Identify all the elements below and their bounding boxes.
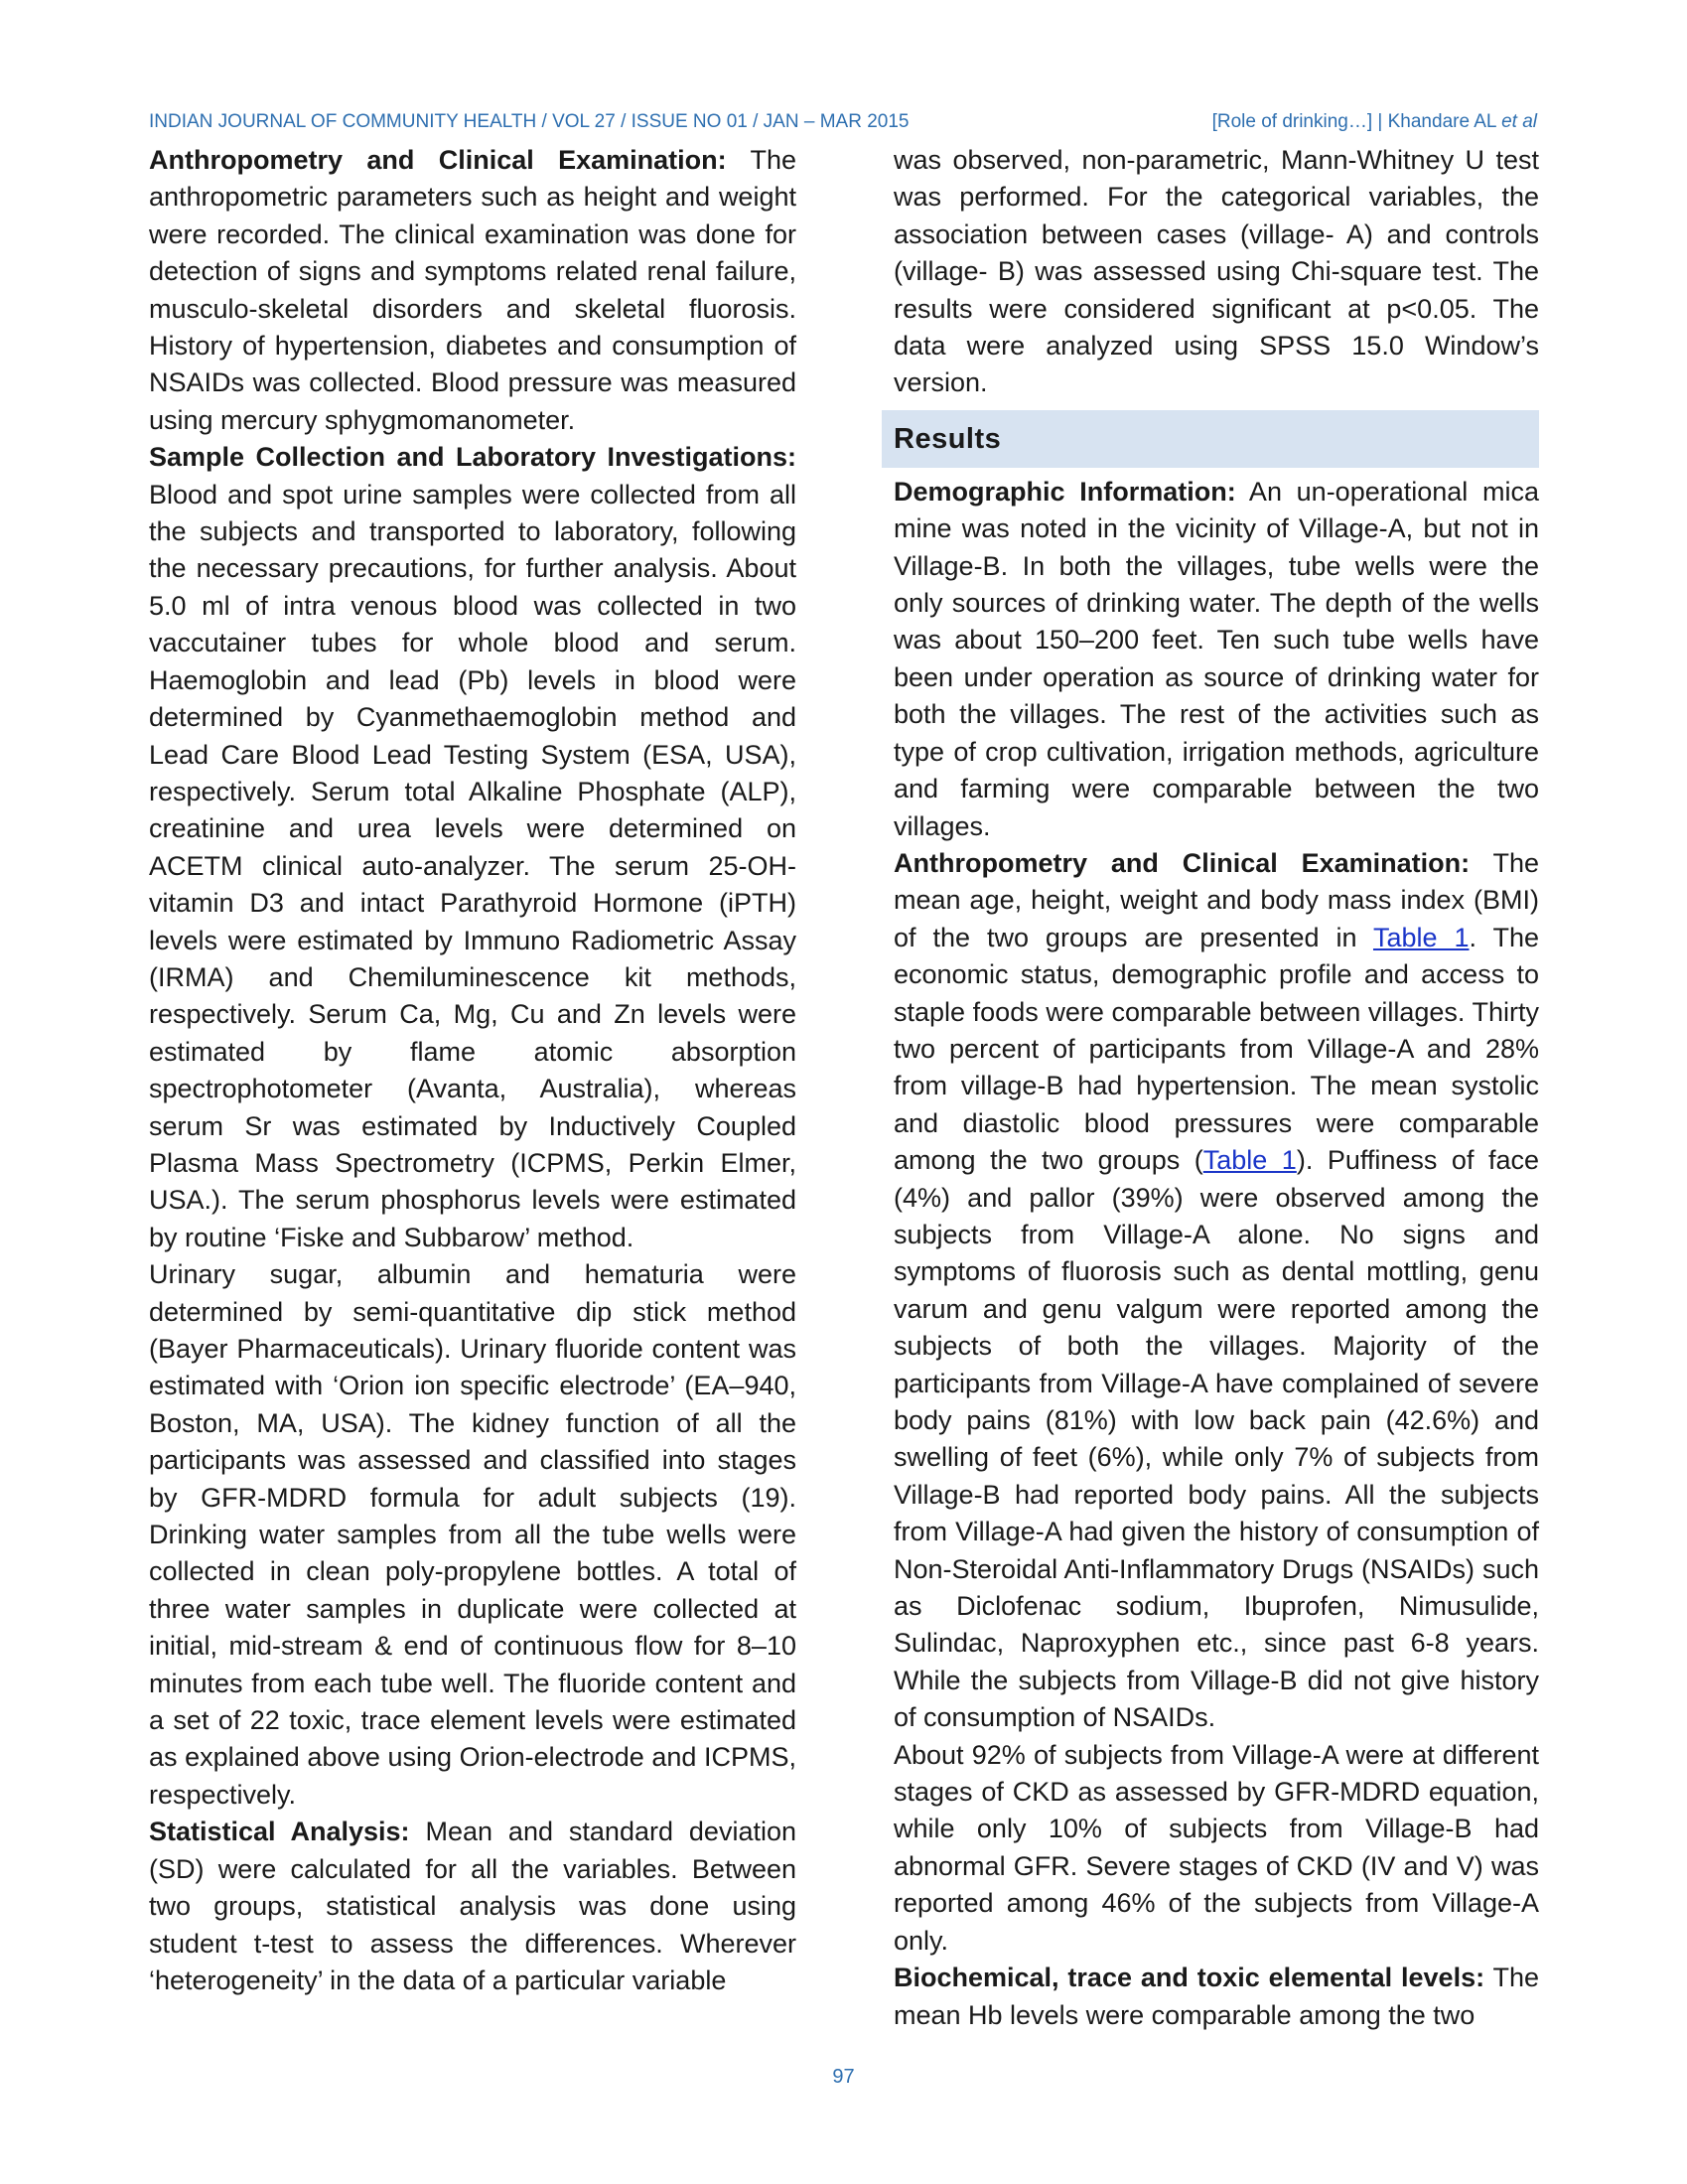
running-header bbox=[149, 111, 1537, 139]
subheading-biochemical: Biochemical, trace and toxic elemental levels: bbox=[894, 1963, 1485, 1993]
subheading-anthropometry: Anthropometry and Clinical Examination: bbox=[149, 145, 727, 175]
paragraph-text: Blood and spot urine samples were collected from all the subjects and transported to laboratory, following the necessary precautions, for further analysis. About 5.0 ml of intra venous blood was collected in two vaccutainer tubes for whole blood and serum. Haemoglobin and lead (Pb) levels in blood were determined by Cyanmethaemoglobin method and Lead Care Blood Lead Testing System (ESA, USA), respectively. Serum total Alkaline Phosphate (ALP), creatinine and urea levels were determined on ACETM clinical auto-analyzer. The serum 25-OH-vitamin D3 and intact Parathyroid Hormone (iPTH) levels were estimated by Immuno Radiometric Assay (IRMA) and Chemiluminescence kit methods, respectively. Serum Ca, Mg, Cu and Zn levels were estimated by flame atomic absorption spectrophotometer (Avanta, Australia), whereas serum Sr was estimated by Inductively Coupled Plasma Mass Spectrometry (ICPMS, Perkin Elmer, USA.). The serum phosphorus levels were estimated by routine ‘Fiske and Subbarow’ method. bbox=[149, 479, 796, 1252]
table-1-link[interactable]: Table 1 bbox=[1202, 1145, 1297, 1176]
paragraph-text: An un-operational mica mine was noted in the vicinity of Village-A, but not in Village-B. In both the villages, tube wells were the only sources of drinking water. The depth of the wells was about 150–200 feet. Ten such tube wells have been under operation as source of drinking water for both the villages. The rest of the activities such as type of crop cultivation, irrigation methods, agriculture and farming were comparable between the two villages. bbox=[894, 476, 1539, 841]
paragraph-biochemical bbox=[894, 1960, 1539, 2034]
paragraph-ckd: About 92% of subjects from Village-A were at different stages of CKD as assessed by GFR-MDRD equation, while only 10% of subjects from Village-B had abnormal GFR. Severe stages of CKD (IV and V) was reported among 46% of the subjects from Village-A only. bbox=[894, 1739, 1539, 1956]
paragraph-demographic bbox=[894, 474, 1539, 845]
table-1-link[interactable]: Table 1 bbox=[1372, 922, 1470, 952]
article-short-title bbox=[1212, 111, 1537, 133]
article-citation: [Role of drinking…] | Khandare AL bbox=[1211, 111, 1502, 132]
subheading-anthropometry-results: Anthropometry and Clinical Examination: bbox=[894, 847, 1471, 878]
right-column bbox=[894, 142, 1539, 2034]
paragraph-sample-collection bbox=[149, 439, 796, 1256]
paragraph-text: Mean and standard deviation (SD) were calculated for all the variables. Between two groups, statistical analysis was done using student t-test to assess the differences. Wherever ‘heterogeneity’ in the data of a particular variable bbox=[149, 1817, 796, 1995]
paragraph-urinary: Urinary sugar, albumin and hematuria were determined by semi-quantitative dip stick method (Bayer Pharmaceuticals). Urinary fluoride content was estimated with ‘Orion ion specific electrode’ (EA–940, Boston, MA, USA). The kidney function of all the participants was assessed and classified into stages by GFR-MDRD formula for adult subjects (19). Drinking water samples from all the tube wells were collected in clean poly-propylene bottles. A total of three water samples in duplicate were collected at initial, mid-stream & end of continuous flow for 8–10 minutes from each tube well. The fluoride content and a set of 22 toxic, trace element levels were estimated as explained above using Orion-electrode and ICPMS, respectively. bbox=[149, 1259, 796, 1810]
et-al: et al bbox=[1501, 111, 1537, 132]
paragraph-text: The mean Hb levels were comparable among the two bbox=[894, 1963, 1539, 2030]
paragraph-text: . The economic status, demographic profile and access to staple foods were comparable between villages. Thirty two percent of participants from Village-A and 28% from village-B had hypertension. The mean systolic and diastolic blood pressures were comparable among the two groups ( bbox=[894, 922, 1539, 1176]
paragraph-text: The anthropometric parameters such as height and weight were recorded. The clinical examination was done for detection of signs and symptoms related renal failure, musculo-skeletal disorders and skeletal fluorosis. History of hypertension, diabetes and consumption of NSAIDs was collected. Blood pressure was measured using mercury sphygmomanometer. bbox=[149, 145, 796, 435]
paragraph-statistics-continued: was observed, non-parametric, Mann-Whitney U test was performed. For the categorical variables, the association between cases (village- A) and controls (village- B) was assessed using Chi-square test. The results were considered significant at p<0.05. The data were analyzed using SPSS 15.0 Window’s version. bbox=[894, 145, 1539, 398]
subheading-demographic: Demographic Information: bbox=[894, 476, 1236, 507]
page-number: 97 bbox=[832, 2066, 855, 2088]
subheading-statistical-analysis: Statistical Analysis: bbox=[149, 1817, 410, 1847]
subheading-sample-collection: Sample Collection and Laboratory Investigations: bbox=[149, 442, 796, 473]
paragraph-text: ). Puffiness of face (4%) and pallor (39%) were observed among the subjects from Village-A alone. No signs and symptoms of fluorosis such as dental mottling, genu varum and genu valgum were reported among the subjects of both the villages. Majority of the participants from Village-A have complained of severe body pains (81%) with low back pain (42.6%) and swelling of feet (6%), while only 7% of subjects from Village-B had reported body pains. All the subjects from Village-A had given the history of consumption of Non-Steroidal Anti-Inflammatory Drugs (NSAIDs) such as Diclofenac sodium, Ibuprofen, Nimusulide, Sulindac, Naproxyphen etc., since past 6-8 years. While the subjects from Village-B did not give history of consumption of NSAIDs. bbox=[894, 1145, 1539, 1733]
paragraph-text: The mean age, height, weight and body mass index (BMI) of the two groups are presented in bbox=[894, 847, 1539, 952]
section-heading-results: Results bbox=[882, 410, 1539, 468]
journal-title: INDIAN JOURNAL OF COMMUNITY HEALTH / VOL 27 / ISSUE NO 01 / JAN – MAR 2015 bbox=[149, 111, 910, 132]
paragraph-anthropometry-results bbox=[894, 845, 1539, 1737]
paragraph-anthropometry bbox=[149, 142, 796, 439]
paragraph-statistical-analysis bbox=[149, 1814, 796, 1999]
left-column bbox=[149, 142, 796, 1999]
